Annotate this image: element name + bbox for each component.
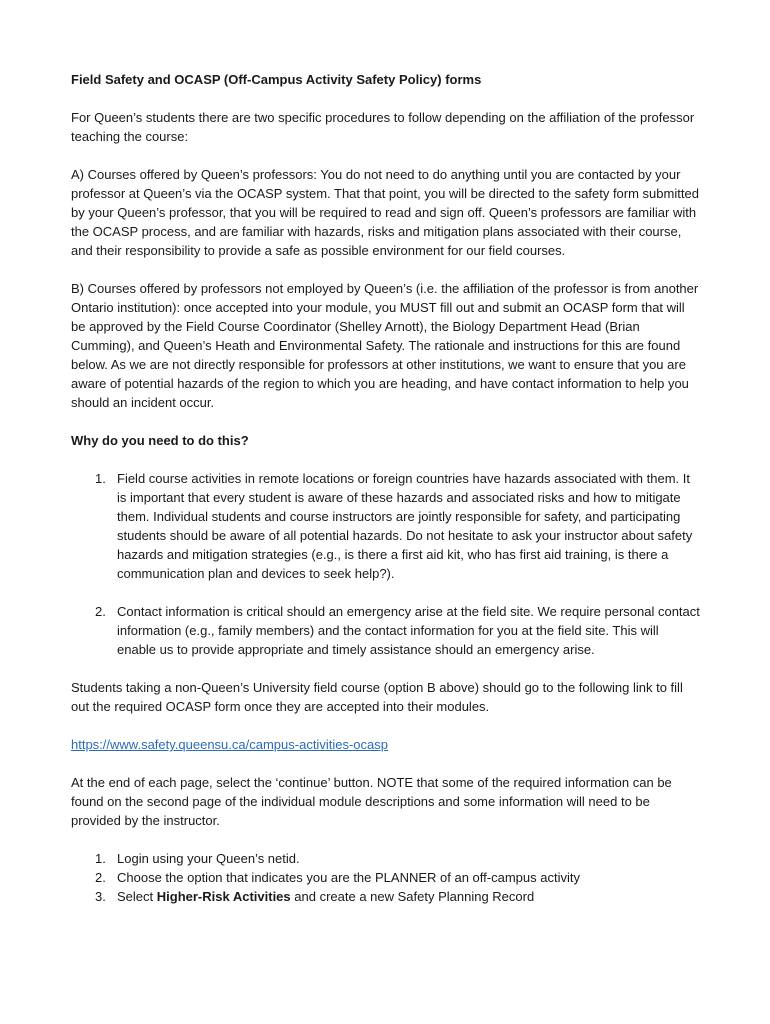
list-item-text-post: and create a new Safety Planning Record bbox=[290, 889, 535, 904]
list-item bbox=[71, 868, 701, 887]
document-page bbox=[71, 70, 701, 925]
list-number: 3. bbox=[95, 889, 106, 904]
option-b-paragraph: B) Courses offered by professors not employed by Queen’s (i.e. the affiliation of the professor is from another Ontario institution): once accepted into your module, you MUST fill out and submit an OCASP form that will be approved by the Field Course Coordinator (Shelley Arnott), the Biology Department Head (Brian Cumming), and Queen’s Heath and Environmental Safety. The rationale and instructions for this are found below. As we are not directly responsible for professors at other institutions, we want to ensure that you are aware of potential hazards of the region to which you are heading, and have contact information to help you should an incident occur. bbox=[71, 281, 699, 410]
list-item-text-pre: Select bbox=[117, 889, 157, 904]
ocasp-link[interactable]: https://www.safety.queensu.ca/campus-activities-ocasp bbox=[71, 737, 388, 752]
list-item-text-bold: Higher-Risk Activities bbox=[156, 889, 291, 904]
list-item-text: Choose the option that indicates you are the PLANNER of an off-campus activity bbox=[117, 870, 580, 885]
list-item-text: Login using your Queen’s netid. bbox=[117, 851, 300, 866]
option-a-paragraph: A) Courses offered by Queen’s professors: You do not need to do anything until you are contacted by your professor at Queen’s via the OCASP system. That that point, you will be directed to the safety form submitted by your Queen’s professor, that you will be required to read and sign off. Queen’s professors are familiar with the OCASP process, and are familiar with hazards, risks and mitigation plans associated with their course, and their responsibility to provide a safe as possible environment for our field courses. bbox=[71, 167, 699, 258]
intro-paragraph: For Queen’s students there are two specific procedures to follow depending on the affiliation of the professor teaching the course: bbox=[71, 110, 695, 144]
list-item bbox=[71, 849, 701, 868]
list-number: 2. bbox=[95, 604, 106, 619]
list-item bbox=[71, 469, 701, 583]
end-note-paragraph: At the end of each page, select the ‘continue’ button. NOTE that some of the required information can be found on the second page of the individual module descriptions and some information will need to be provided by the instructor. bbox=[71, 775, 672, 828]
why-heading: Why do you need to do this? bbox=[71, 433, 249, 448]
steps-list bbox=[71, 849, 701, 906]
list-number: 1. bbox=[95, 471, 106, 486]
link-paragraph bbox=[71, 735, 701, 754]
list-number: 1. bbox=[95, 851, 106, 866]
list-item bbox=[71, 602, 701, 659]
reasons-list bbox=[71, 469, 701, 659]
list-item bbox=[71, 887, 701, 906]
students-note-paragraph: Students taking a non-Queen’s University field course (option B above) should go to the following link to fill out the required OCASP form once they are accepted into their modules. bbox=[71, 680, 683, 714]
list-item-text: Contact information is critical should an emergency arise at the field site. We require personal contact information (e.g., family members) and the contact information for you at the field site. This will enable us to provide appropriate and timely assistance should an emergency arise. bbox=[117, 604, 700, 657]
list-item-text: Field course activities in remote locations or foreign countries have hazards associated with them. It is important that every student is aware of these hazards and associated risks and how to mitigate them. Individual students and course instructors are jointly responsible for safety, and participating students should be aware of all potential hazards. Do not hesitate to ask your instructor about safety hazards and mitigation strategies (e.g., is there a first aid kit, who has first aid training, is there a communication plan and devices to seek help?). bbox=[117, 471, 693, 581]
document-title: Field Safety and OCASP (Off-Campus Activity Safety Policy) forms bbox=[71, 72, 482, 87]
list-number: 2. bbox=[95, 870, 106, 885]
